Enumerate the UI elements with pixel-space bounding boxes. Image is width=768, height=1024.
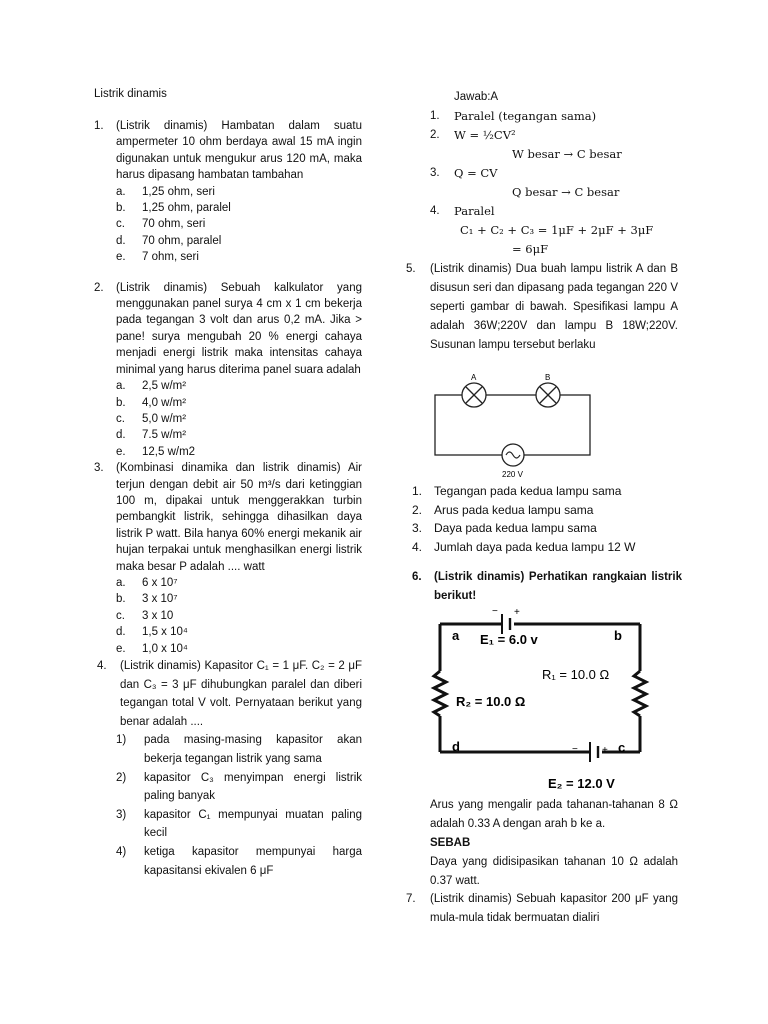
- q1-options: [116, 184, 362, 266]
- q2-option: [116, 378, 362, 394]
- q6-text: (Listrik dinamis) Perhatikan rangkaian listrik berikut!: [434, 571, 682, 602]
- q5-option-text: Tegangan pada kedua lampu sama: [434, 484, 622, 498]
- q4-number: 4.: [97, 660, 107, 672]
- q7-number: 7.: [406, 893, 416, 905]
- q7-text: (Listrik dinamis) Sebuah kapasitor 200 μF yang mula-mula tidak bermuatan dialiri: [430, 893, 678, 924]
- answer-item: [430, 240, 678, 259]
- q4-option-text: kapasitor C₁ mempunyai muatan paling kecil: [144, 808, 362, 840]
- answer-item: [430, 107, 678, 126]
- q3-option-label: a.: [116, 576, 126, 589]
- q5-option-text: Arus pada kedua lampu sama: [434, 502, 594, 517]
- q3-option: [116, 641, 362, 657]
- source-label: 220 V: [502, 470, 523, 479]
- q1-option-text: 1,25 ohm, seri: [142, 185, 215, 198]
- q2-option-label: e.: [116, 445, 126, 458]
- q6-block: [412, 568, 682, 606]
- node-a-label: a: [452, 628, 460, 643]
- q6-sebab: SEBAB: [430, 837, 471, 849]
- q6-statement-1: Arus yang mengalir pada tahanan-tahanan 8 Ω adalah 0.33 A dengan arah b ke a.: [430, 799, 678, 830]
- q1-option-label: a.: [116, 185, 126, 198]
- answer-item-label: [488, 145, 512, 164]
- q2-option-text: 4,0 w/m²: [142, 396, 187, 409]
- q2-option-label: b.: [116, 396, 126, 409]
- q5-number: 5.: [406, 263, 416, 275]
- answer-item: [430, 202, 678, 221]
- answer-item: [430, 145, 678, 164]
- answer-item-label: 2.: [430, 129, 440, 141]
- q2-option: [116, 395, 362, 411]
- r2-label: R₂ = 10.0 Ω: [456, 694, 526, 709]
- q3-option: [116, 575, 362, 591]
- left-column: [94, 118, 362, 880]
- answer-item-text: W = ½CV²: [454, 128, 516, 142]
- q3-option-text: 1,0 x 10⁴: [142, 642, 188, 655]
- q3-option-label: b.: [116, 593, 126, 606]
- lamp-b-label: B: [545, 373, 551, 382]
- q1-option-text: 70 ohm, seri: [142, 218, 206, 231]
- q2-option-label: c.: [116, 412, 125, 425]
- q5-option: [412, 519, 682, 538]
- q4-option-label: 4): [116, 845, 127, 858]
- q1-text: (Listrik dinamis) Hambatan dalam suatu ampermeter 10 ohm berdaya awal 15 mA ingin digunakan untuk mengukur arus 120 mA, maka harus dipasang hambatan tambahan: [116, 120, 362, 182]
- q3-option-label: e.: [116, 642, 126, 655]
- q1-option-label: e.: [116, 251, 126, 264]
- q4-option: [116, 769, 362, 806]
- q5-option-label: 3.: [412, 521, 423, 536]
- svg-text:+: +: [602, 745, 608, 756]
- q5-option-label: 4.: [412, 539, 423, 554]
- q2-option: [116, 444, 362, 460]
- q5-text: (Listrik dinamis) Dua buah lampu listrik A dan B disusun seri dan dipasang pada tegangan 220 V seperti gambar di bawah. Spesifikasi lampu A adalah 36W;220V dan lampu B 18W;220V. Susunan lampu tersebut berlaku: [430, 263, 678, 351]
- answer-jawab: Jawab:A: [454, 91, 499, 103]
- q5-option: [412, 482, 682, 501]
- answer-item-text: Q besar → C besar: [512, 185, 620, 199]
- q4-option-label: 1): [116, 734, 127, 747]
- answer-item-text: Paralel (tegangan sama): [454, 109, 597, 123]
- q2-options: [116, 378, 362, 460]
- node-c-label: c: [618, 740, 626, 755]
- q1-option: [116, 233, 362, 249]
- two-emf-circuit: [430, 606, 670, 792]
- q4-option-text: pada masing-masing kapasitor akan bekerja tegangan listrik yang sama: [144, 734, 362, 765]
- q2-option: [116, 411, 362, 427]
- q3-option-text: 6 x 10⁷: [142, 576, 178, 589]
- q4-option: [116, 843, 362, 880]
- answer-item-label: [488, 183, 512, 202]
- q7-block: [406, 890, 678, 928]
- q4-option-label: 3): [116, 808, 127, 821]
- answer-item: [430, 221, 678, 240]
- q1-option-text: 7 ohm, seri: [142, 251, 199, 264]
- series-lamp-circuit: [430, 370, 600, 480]
- svg-text:−: −: [572, 744, 578, 755]
- q5-option-text: Jumlah daya pada kedua lampu 12 W: [434, 539, 636, 554]
- q2-option-label: a.: [116, 380, 126, 393]
- q4-option: [116, 731, 362, 768]
- e1-label: E₁ = 6.0 v: [480, 632, 538, 647]
- svg-text:−: −: [492, 606, 498, 617]
- node-b-label: b: [614, 628, 622, 643]
- q2-number: 2.: [94, 281, 104, 294]
- q2-option: [116, 427, 362, 443]
- answer-block: [430, 88, 678, 259]
- q3-option: [116, 624, 362, 640]
- answer-item-label: [488, 240, 512, 259]
- q2-option-text: 12,5 w/m2: [142, 445, 196, 458]
- q1-option-label: b.: [116, 202, 126, 215]
- answer-item-text: Q = CV: [454, 166, 498, 180]
- answer-item-text: W besar → C besar: [512, 147, 622, 161]
- q1-option: [116, 249, 362, 265]
- q4-option-text: ketiga kapasitor mempunyai harga kapasitansi ekivalen 6 μF: [144, 845, 362, 877]
- lamp-a-label: A: [471, 373, 477, 382]
- answer-item-text: = 6μF: [512, 242, 549, 256]
- q3-option-text: 1,5 x 10⁴: [142, 626, 188, 639]
- answer-items: [430, 107, 678, 259]
- q3-text: (Kombinasi dinamika dan listrik dinamis) Air terjun dengan debit air 50 m³/s dari ketinggian 100 m, dipakai untuk menggerakkan turbin pembangkit listrik, sehingga dihasilkan daya listrik P watt. Bila hanya 60% energi mekanik air hujan terpakai untuk menghasilkan energi listrik maka besar P adalah .... watt: [116, 462, 362, 573]
- q5-option: [412, 538, 682, 557]
- q5-option-label: 2.: [412, 502, 423, 517]
- answer-item-label: 3.: [430, 167, 440, 179]
- q6-statement-2: Daya yang didisipasikan tahanan 10 Ω adalah 0.37 watt.: [430, 856, 678, 887]
- answer-item-label: [436, 221, 460, 240]
- q1-option-label: c.: [116, 218, 125, 231]
- svg-text:+: +: [514, 607, 520, 618]
- q2-text: (Listrik dinamis) Sebuah kalkulator yang menggunakan panel surya 4 cm x 1 cm bekerja pada tegangan 3 volt dan arus 0,2 mA. Jika > pane! surya mengubah 20 % energi cahaya menjadi energi listrik maka intensitas cahaya minimal yang harus diterima panel suara adalah: [116, 281, 362, 376]
- q2-option-text: 2,5 w/m²: [142, 380, 187, 393]
- answer-item-label: 4.: [430, 205, 440, 217]
- q1-option-label: d.: [116, 234, 126, 247]
- node-d-label: d: [452, 739, 460, 754]
- q4-option-text: kapasitor C₃ menyimpan energi listrik paling banyak: [144, 771, 362, 803]
- answer-item-text: Paralel: [454, 204, 495, 218]
- answer-item-label: 1.: [430, 110, 440, 122]
- answer-item: [430, 164, 678, 183]
- q1-option: [116, 184, 362, 200]
- q5-option-text: Daya pada kedua lampu sama: [434, 521, 597, 536]
- q1-option-text: 1,25 ohm, paralel: [142, 202, 231, 215]
- answer-item-text: C₁ + C₂ + C₃ = 1μF + 2μF + 3μF: [460, 223, 654, 237]
- q6-statements: [430, 796, 678, 891]
- q4-option-label: 2): [116, 771, 127, 784]
- q3-option: [116, 608, 362, 624]
- q3-options: [116, 575, 362, 657]
- q4-options: [116, 731, 362, 880]
- e2-label: E₂ = 12.0 V: [548, 776, 615, 791]
- q3-number: 3.: [94, 462, 104, 475]
- q6-number: 6.: [412, 571, 422, 583]
- q3-option-text: 3 x 10: [142, 609, 174, 622]
- q3-option-text: 3 x 10⁷: [142, 593, 178, 606]
- answer-item: [430, 183, 678, 202]
- q5-options: [412, 482, 682, 556]
- page-title: Listrik dinamis: [94, 88, 167, 100]
- q5-option-label: 1.: [412, 484, 423, 498]
- q4-text: (Listrik dinamis) Kapasitor C₁ = 1 μF. C₂ = 2 μF dan C₃ = 3 μF dihubungkan paralel dan diberi tegangan total V volt. Pernyataan berikut yang benar adalah ....: [120, 660, 362, 728]
- r1-label: R₁ = 10.0 Ω: [542, 667, 610, 682]
- q5-option: [412, 501, 682, 520]
- q1-option-text: 70 ohm, paralel: [142, 234, 222, 247]
- q2-option-text: 5,0 w/m²: [142, 412, 187, 425]
- q2-option-text: 7.5 w/m²: [142, 429, 187, 442]
- q5-block: [406, 260, 678, 355]
- q3-option-label: d.: [116, 626, 126, 639]
- q1-option: [116, 200, 362, 216]
- q3-option: [116, 591, 362, 607]
- q1-option: [116, 216, 362, 232]
- q4-option: [116, 806, 362, 843]
- answer-item: [430, 126, 678, 145]
- q3-option-label: c.: [116, 609, 125, 622]
- q2-option-label: d.: [116, 429, 126, 442]
- q1-number: 1.: [94, 120, 104, 132]
